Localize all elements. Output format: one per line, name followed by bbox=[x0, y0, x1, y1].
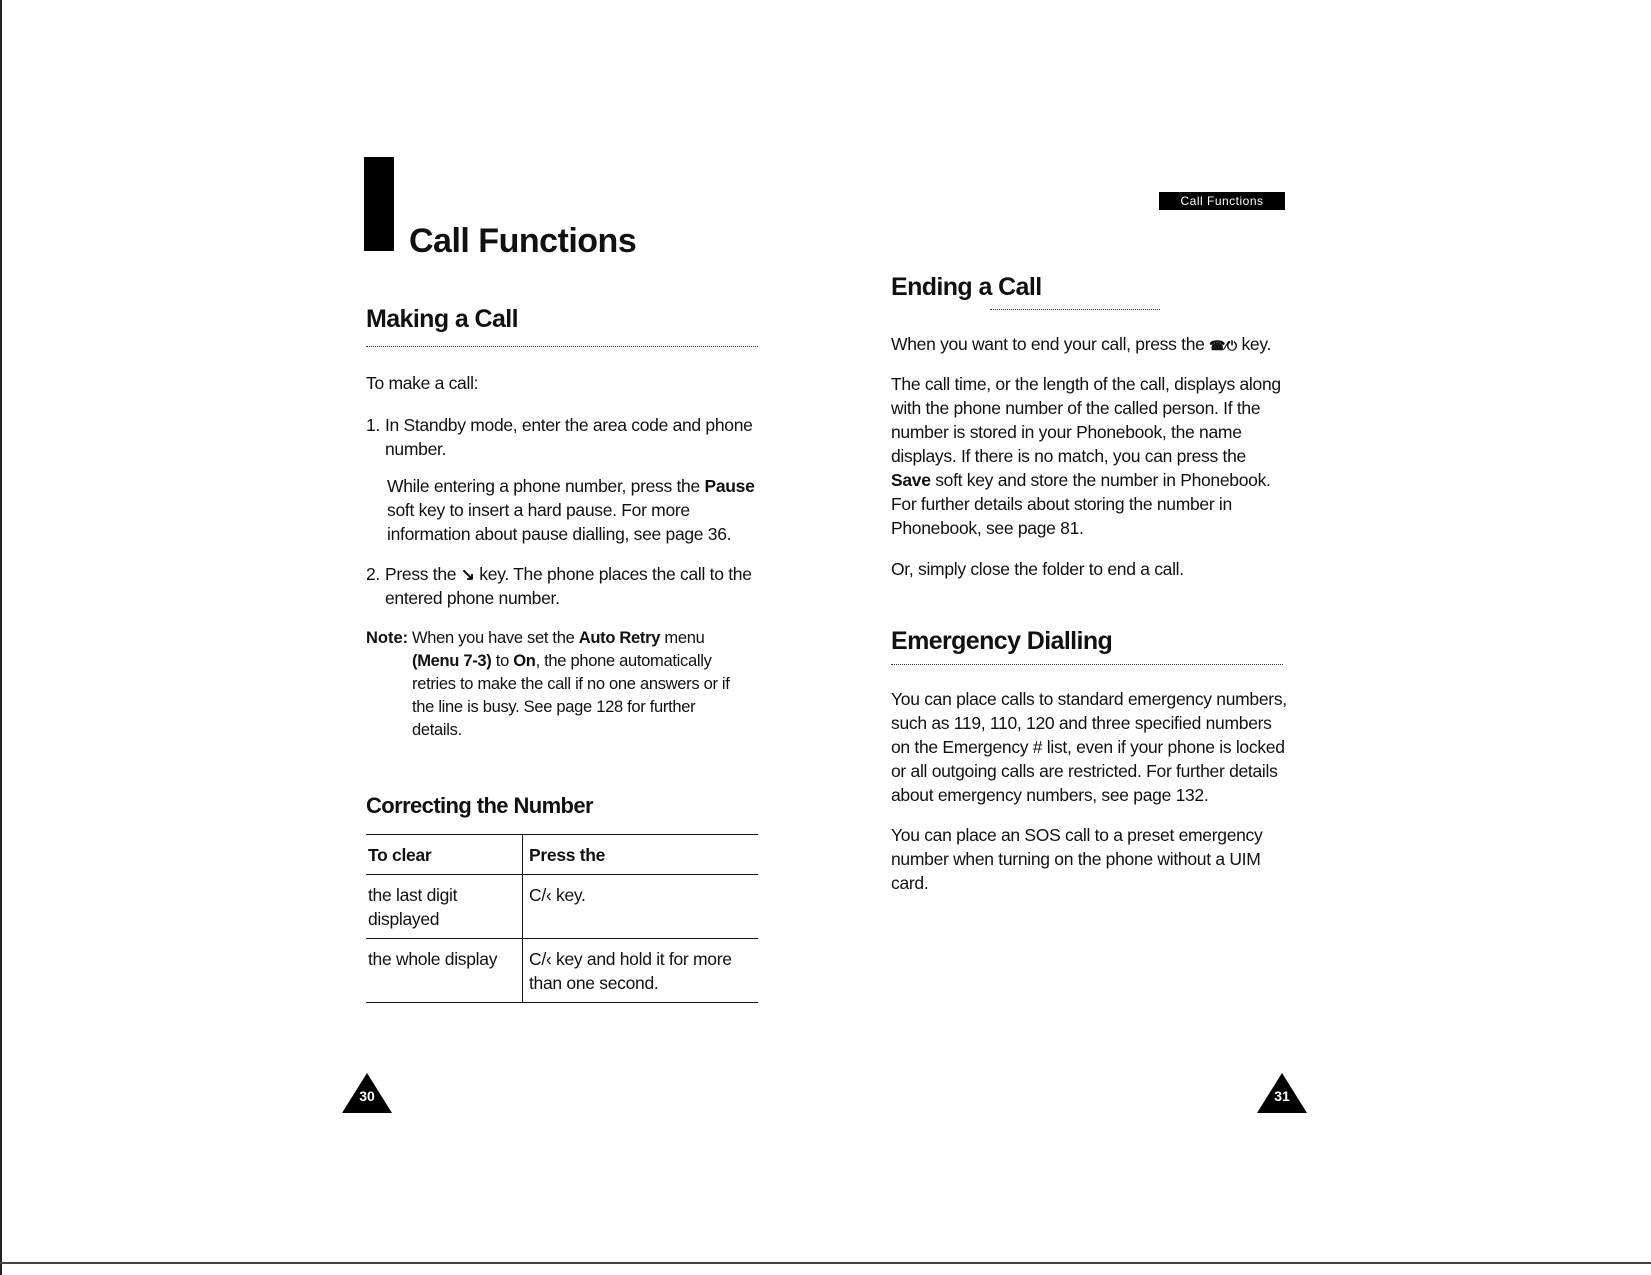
page-edge-bottom bbox=[0, 1262, 1651, 1264]
ending-p2-l5-post: soft key and store the number in Phonebook. bbox=[930, 470, 1271, 490]
row2-col2-post: key and hold it for more bbox=[551, 949, 732, 969]
end-key-icon: ☎⁄⏻ bbox=[1209, 338, 1237, 353]
pause-line1 bbox=[387, 474, 755, 498]
emergency-p1-l1: You can place calls to standard emergency numbers, bbox=[891, 689, 1287, 709]
emergency-dialling-rule bbox=[891, 664, 1283, 665]
step1-line2: number. bbox=[385, 439, 447, 459]
note-line1-post: menu bbox=[660, 629, 705, 647]
table-column-rule bbox=[522, 834, 523, 1002]
clear-key-icon-2: C/‹ bbox=[529, 949, 552, 969]
note-line2 bbox=[412, 650, 712, 673]
ending-p2-l7: Phonebook, see page 81. bbox=[891, 518, 1084, 538]
making-a-call-rule bbox=[366, 346, 758, 347]
pause-line3: information about pause dialling, see page 36. bbox=[387, 524, 732, 544]
ending-a-call-rule bbox=[990, 309, 1160, 310]
table-header-rule bbox=[366, 874, 758, 875]
row1-col2 bbox=[529, 883, 586, 907]
table-top-rule bbox=[366, 834, 758, 835]
correcting-heading: Correcting the Number bbox=[366, 793, 593, 818]
running-header-tag: Call Functions bbox=[1159, 192, 1285, 210]
emergency-p2-l3: card. bbox=[891, 873, 929, 893]
step2-pre: Press the bbox=[385, 564, 461, 584]
save-softkey-label: Save bbox=[891, 470, 931, 490]
pause-softkey-label: Pause bbox=[704, 476, 755, 496]
page-number-right bbox=[1257, 1073, 1307, 1113]
step2-line1 bbox=[385, 562, 752, 587]
pause-line2: soft key to insert a hard pause. For more bbox=[387, 500, 690, 520]
step1-line1: In Standby mode, enter the area code and phone bbox=[385, 415, 753, 435]
ending-p2-l4: displays. If there is no match, you can press the bbox=[891, 446, 1246, 466]
row1-col1-line2: displayed bbox=[368, 909, 440, 929]
emergency-p1-l5: about emergency numbers, see page 132. bbox=[891, 785, 1209, 805]
ending-p2-l6: For further details about storing the number in bbox=[891, 494, 1232, 514]
ending-a-call-heading: Ending a Call bbox=[891, 273, 1042, 301]
note-menu: (Menu 7-3) bbox=[412, 652, 492, 670]
ending-line1-post: key. bbox=[1236, 334, 1272, 354]
row1-col1-line1: the last digit bbox=[368, 885, 458, 905]
note-line4: the line is busy. See page 128 for further bbox=[412, 698, 696, 716]
emergency-p1-l3: on the Emergency # list, even if your phone is locked bbox=[891, 737, 1285, 757]
ending-line1 bbox=[891, 332, 1271, 358]
chapter-bar bbox=[364, 157, 394, 251]
note-line1-pre: When you have set the bbox=[412, 629, 579, 647]
note-line2-post: , the phone automatically bbox=[535, 652, 712, 670]
table-header-to-clear: To clear bbox=[368, 845, 432, 865]
making-a-call-intro: To make a call: bbox=[366, 373, 479, 393]
emergency-p2-l1: You can place an SOS call to a preset emergency bbox=[891, 825, 1263, 845]
page-edge-left bbox=[0, 0, 2, 1275]
emergency-p2-l2: number when turning on the phone without a UIM bbox=[891, 849, 1261, 869]
row2-col2-line2: than one second. bbox=[529, 973, 659, 993]
note-line2-mid: to bbox=[491, 652, 514, 670]
page-number-left-text: 30 bbox=[359, 1088, 375, 1104]
step2-line2: entered phone number. bbox=[385, 588, 560, 608]
note-line5: details. bbox=[412, 721, 462, 739]
note-line3: retries to make the call if no one answers or if bbox=[412, 675, 730, 693]
clear-key-icon: C/‹ bbox=[529, 885, 552, 905]
step1-num: 1. bbox=[366, 415, 380, 435]
table-row-rule bbox=[366, 938, 758, 939]
pause-line1-text: While entering a phone number, press the bbox=[387, 476, 705, 496]
note-label: Note: bbox=[366, 629, 409, 647]
making-a-call-heading: Making a Call bbox=[366, 305, 518, 333]
ending-p2-l1: The call time, or the length of the call, displays along bbox=[891, 374, 1281, 394]
emergency-p1-l4: or all outgoing calls are restricted. For further details bbox=[891, 761, 1278, 781]
row1-col2-post: key. bbox=[551, 885, 586, 905]
send-key-icon: ↘ bbox=[460, 565, 475, 584]
table-header-press-the: Press the bbox=[529, 845, 606, 865]
ending-p2-l5 bbox=[891, 468, 1271, 492]
page-number-left bbox=[342, 1073, 392, 1113]
emergency-p1-l2: such as 119, 110, 120 and three specified numbers bbox=[891, 713, 1272, 733]
ending-p2-l2: with the phone number of the called person. If the bbox=[891, 398, 1261, 418]
row2-col1: the whole display bbox=[368, 949, 498, 969]
table-bottom-rule bbox=[366, 1002, 758, 1003]
ending-p2-l3: number is stored in your Phonebook, the name bbox=[891, 422, 1242, 442]
step2-num: 2. bbox=[366, 564, 380, 584]
ending-p3: Or, simply close the folder to end a call. bbox=[891, 559, 1184, 579]
chapter-title: Call Functions bbox=[409, 222, 637, 260]
step2-post: key. The phone places the call to the bbox=[474, 564, 752, 584]
note-line1 bbox=[412, 627, 704, 650]
emergency-dialling-heading: Emergency Dialling bbox=[891, 627, 1113, 655]
note-auto-retry: Auto Retry bbox=[578, 629, 661, 647]
row2-col2 bbox=[529, 947, 732, 971]
ending-line1-pre: When you want to end your call, press the bbox=[891, 334, 1210, 354]
note-on: On bbox=[513, 652, 536, 670]
page-number-right-text: 31 bbox=[1274, 1088, 1290, 1104]
